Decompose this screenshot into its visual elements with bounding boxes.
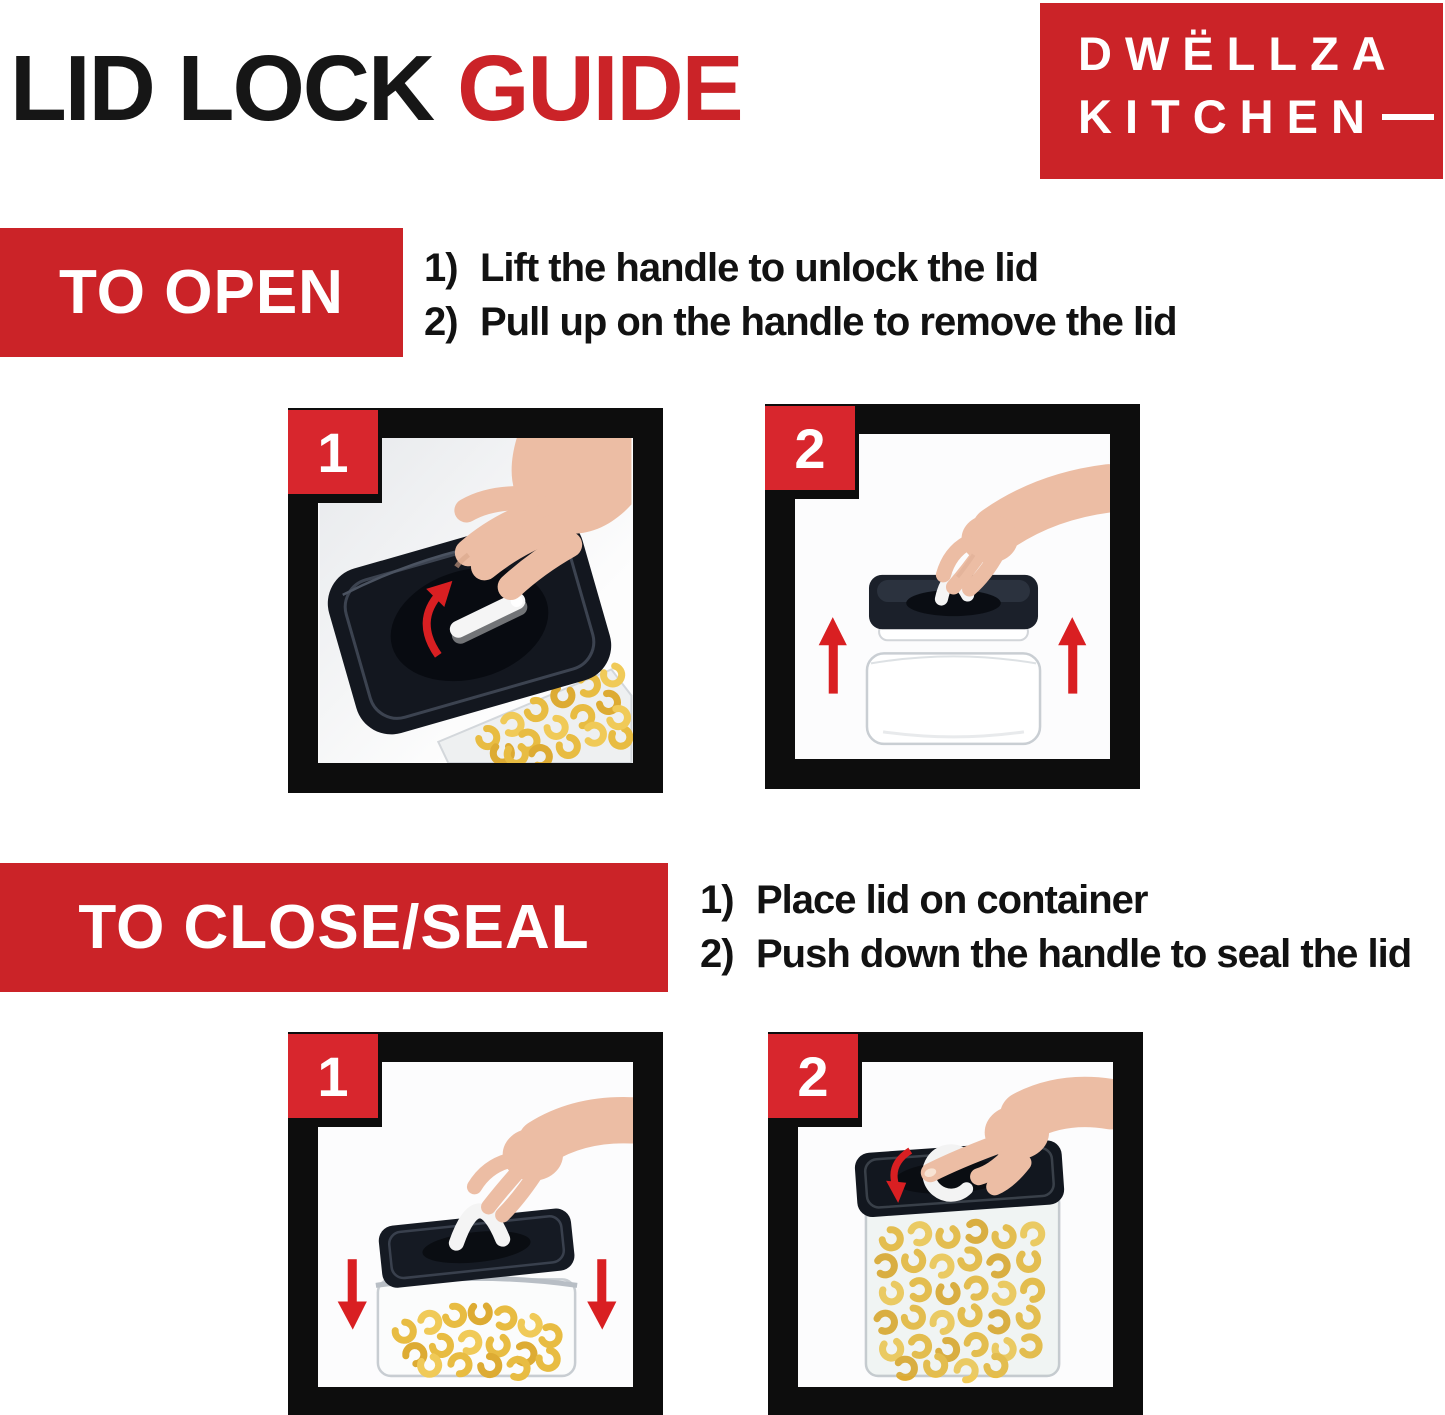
container-with-pasta xyxy=(866,1191,1059,1382)
step-number: 1) xyxy=(700,878,734,922)
photo-open-step-1 xyxy=(288,408,663,793)
brand-name-line2-text: KITCHEN xyxy=(1078,90,1378,143)
step-number: 2) xyxy=(700,932,734,976)
section-open-banner xyxy=(0,228,403,357)
open-step-2-text xyxy=(424,295,1177,349)
open-step-1-text xyxy=(424,241,1177,295)
close-step-2-text xyxy=(700,927,1411,981)
close-step-1-text xyxy=(700,873,1411,927)
section-open-steps xyxy=(424,241,1177,349)
brand-name-line1: DWËLLZA xyxy=(1078,27,1399,80)
photo-close-step-2 xyxy=(768,1032,1143,1415)
title-black-part: LID LOCK xyxy=(10,36,434,140)
section-close-steps xyxy=(700,873,1411,981)
photo-open-step-2 xyxy=(765,404,1140,789)
section-close-banner-label: TO CLOSE/SEAL xyxy=(78,893,590,962)
brand-name-line2 xyxy=(1078,90,1443,143)
step-number: 1) xyxy=(424,246,458,290)
step-text: Lift the handle to unlock the lid xyxy=(480,246,1039,290)
page-title xyxy=(10,36,742,140)
section-close-banner xyxy=(0,863,668,992)
container xyxy=(867,653,1040,744)
step-text: Place lid on container xyxy=(756,878,1148,922)
section-open-banner-label: TO OPEN xyxy=(59,258,344,327)
step-badge: 1 xyxy=(288,1034,378,1118)
step-badge: 2 xyxy=(765,406,855,490)
step-badge: 2 xyxy=(768,1034,858,1118)
step-badge: 1 xyxy=(288,410,378,494)
container-with-pasta xyxy=(376,1278,577,1380)
step-text: Push down the handle to seal the lid xyxy=(756,932,1412,976)
logo-dash xyxy=(1382,114,1434,120)
title-red-part: GUIDE xyxy=(457,36,742,140)
photo-close-step-1 xyxy=(288,1032,663,1415)
step-number: 2) xyxy=(424,300,458,344)
step-text: Pull up on the handle to remove the lid xyxy=(480,300,1177,344)
brand-logo xyxy=(1040,3,1443,179)
